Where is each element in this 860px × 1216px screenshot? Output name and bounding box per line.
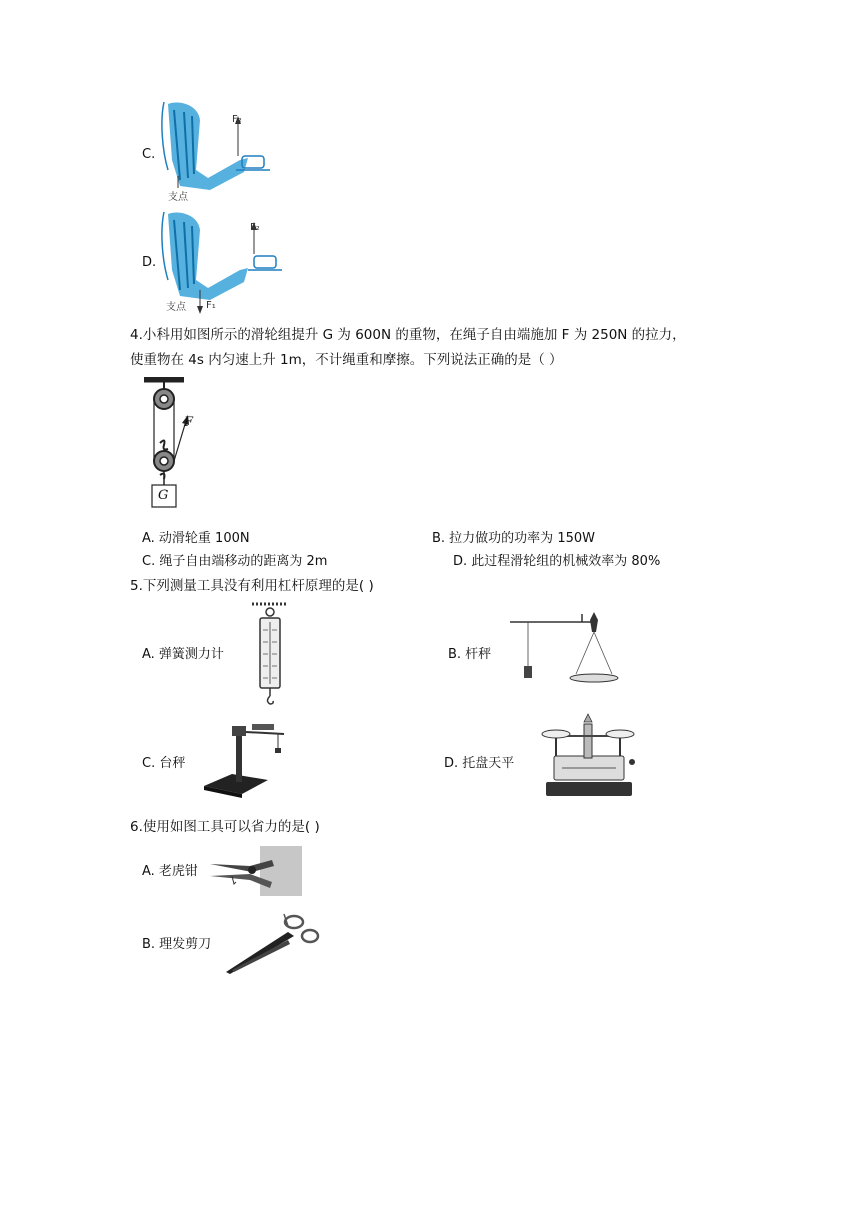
force-f1-label: F₁: [206, 300, 216, 311]
force-f2-label: F₂: [250, 222, 260, 233]
balance-scale-image: [534, 712, 642, 800]
q5-option-d: D. 托盘天平: [444, 756, 515, 771]
force-f-label: F: [184, 415, 194, 430]
weight-g-label: G: [158, 488, 169, 503]
q4-stem-line1: 4.小科用如图所示的滑轮组提升 G 为 600N 的重物，在绳子自由端施加 F 为 250N 的拉力，: [130, 327, 686, 343]
pulley-system-figure: [140, 375, 210, 520]
spring-scale-image: [250, 600, 290, 705]
q4-option-c: C. 绳子自由端移动的距离为 2m: [142, 554, 328, 569]
pliers-image: [210, 846, 302, 896]
q4-option-d: D. 此过程滑轮组的机械效率为 80%: [453, 554, 661, 569]
q4-option-b: B. 拉力做功的功率为 150W: [432, 531, 595, 546]
q6-stem: 6.使用如图工具可以省力的是( ): [130, 819, 320, 835]
q5-option-a: A. 弹簧测力计: [142, 647, 224, 662]
q5-option-c: C. 台秤: [142, 756, 186, 771]
q5-stem: 5.下列测量工具没有利用杠杆原理的是( ): [130, 578, 374, 594]
fulcrum-label: 支点: [166, 302, 186, 313]
q3-option-c-figure: [158, 100, 288, 205]
q3-option-c-label: C.: [142, 147, 156, 162]
platform-scale-image: [198, 718, 293, 800]
q4-option-a: A. 动滑轮重 100N: [142, 531, 250, 546]
q3-option-d-figure: [158, 210, 288, 315]
force-f2-label: F₂: [232, 114, 242, 125]
q3-option-d-label: D.: [142, 255, 157, 270]
q6-option-a: A. 老虎钳: [142, 864, 198, 879]
q4-stem-line2: 使重物在 4s 内匀速上升 1m，不计绳重和摩擦。下列说法正确的是（ ）: [130, 352, 563, 368]
q6-option-b: B. 理发剪刀: [142, 937, 212, 952]
fulcrum-label: 支点: [168, 192, 188, 203]
q5-option-b: B. 杆秤: [448, 647, 492, 662]
hair-scissors-image: [224, 912, 320, 974]
steelyard-image: [508, 612, 638, 692]
